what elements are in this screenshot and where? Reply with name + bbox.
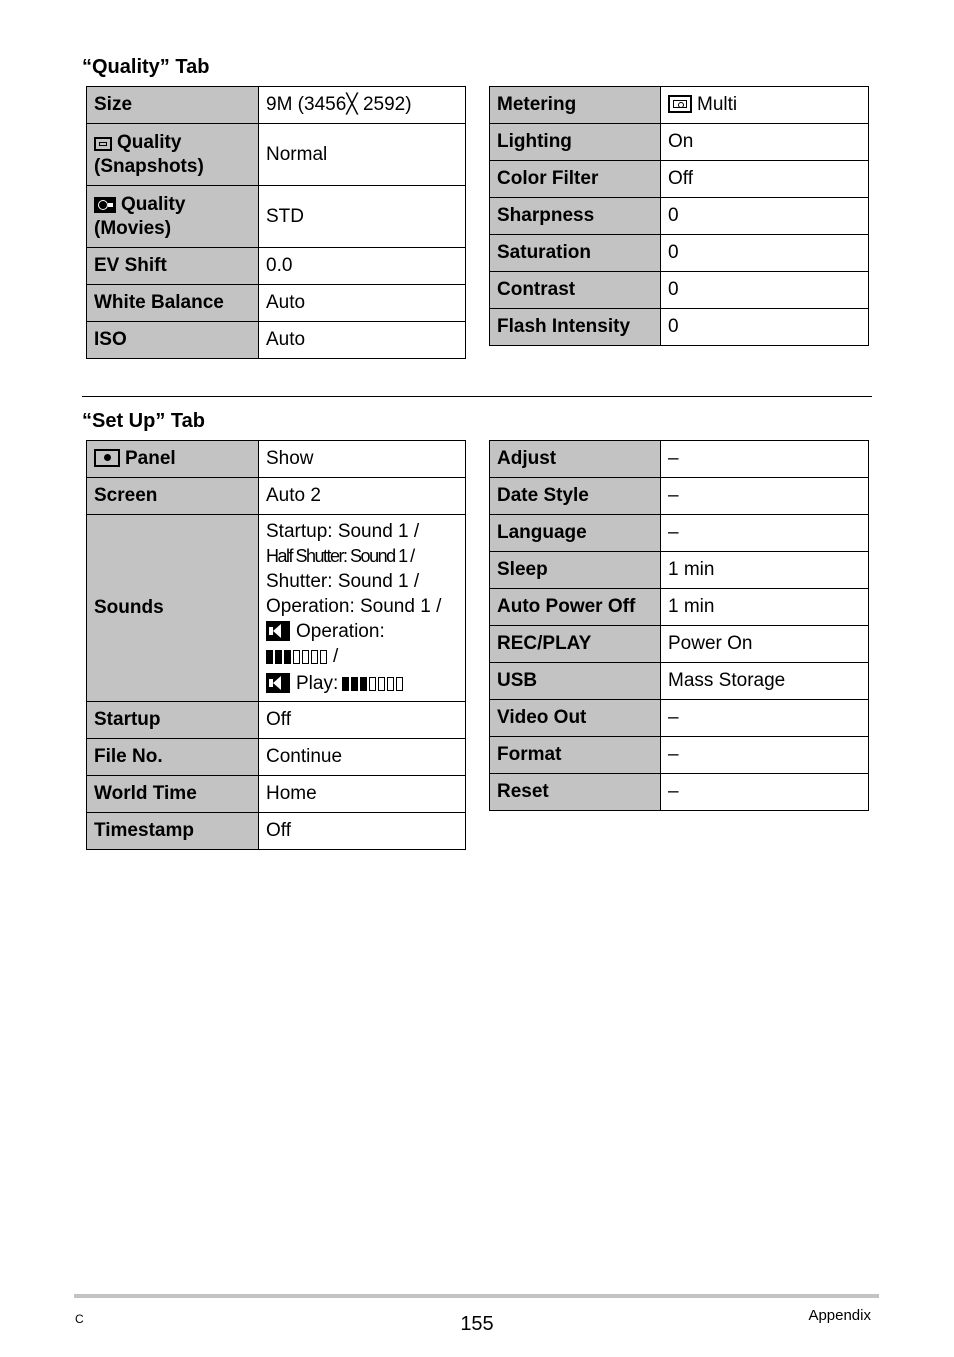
setting-value: 9M (3456╳ 2592) [259,87,466,124]
section-label: Appendix [808,1307,871,1324]
snapshot-icon [94,137,112,151]
setting-value: 0 [661,235,869,272]
setting-label: ISO [87,322,259,359]
table-row [87,515,466,702]
setting-value-text: Multi [697,94,738,115]
operation-volume-level [266,646,329,671]
table-row [87,441,466,478]
setting-value: – [661,441,869,478]
setting-label: Size [87,87,259,124]
setting-label: Reset [490,774,661,811]
setting-value [661,87,869,124]
sound-line-text: / [333,645,339,667]
setting-label: Auto Power Off [490,589,661,626]
sound-line [266,644,458,671]
setting-value: 1 min [661,552,869,589]
setting-label: Sounds [87,515,259,702]
setting-value: Auto [259,322,466,359]
sounds-value [259,515,466,702]
volume-bar [311,650,318,664]
setting-value: 0 [661,272,869,309]
setting-label-text: Panel [125,448,176,469]
panel-icon [94,449,120,467]
quality-left-table [86,86,466,359]
setting-value: – [661,478,869,515]
setting-value: Auto [259,285,466,322]
setting-value: Off [259,813,466,850]
table-row [87,739,466,776]
setting-label [87,186,259,248]
footer-rule [74,1294,879,1298]
sound-line-text: Operation: [296,620,385,642]
setting-label [87,441,259,478]
setting-label: Metering [490,87,661,124]
volume-bar [342,677,349,691]
table-row [490,198,869,235]
page-number: 155 [460,1313,494,1335]
table-row [490,626,869,663]
setting-value: – [661,774,869,811]
setting-label: Sharpness [490,198,661,235]
setting-value: Off [259,702,466,739]
setup-tab-heading: “Set Up” Tab [82,410,205,432]
setting-label: Timestamp [87,813,259,850]
setting-value: 0 [661,198,869,235]
setting-label: EV Shift [87,248,259,285]
table-row [490,272,869,309]
table-row [490,737,869,774]
setting-label: USB [490,663,661,700]
speaker-icon [266,621,290,641]
sound-line [266,619,458,644]
setting-label: Sleep [490,552,661,589]
setting-value: – [661,515,869,552]
setting-label-sub: (Snapshots) [94,155,204,177]
setup-left-table [86,440,466,850]
setting-label: Adjust [490,441,661,478]
table-row [87,702,466,739]
setting-value: 0.0 [259,248,466,285]
quality-tab-heading: “Quality” Tab [82,56,210,78]
setting-value: Off [661,161,869,198]
setting-label: World Time [87,776,259,813]
volume-bar [275,650,282,664]
setting-label [87,124,259,186]
footer-left-mark: C [75,1312,84,1326]
setting-label: REC/PLAY [490,626,661,663]
setting-value: Home [259,776,466,813]
setting-value: Auto 2 [259,478,466,515]
setting-value: 1 min [661,589,869,626]
play-volume-level [342,673,405,698]
setting-value: – [661,737,869,774]
table-row [490,774,869,811]
table-row [490,663,869,700]
setting-label-text: Quality [117,131,182,153]
multi-metering-icon [668,95,692,113]
setting-label: Startup [87,702,259,739]
setting-value: Show [259,441,466,478]
setting-label: File No. [87,739,259,776]
table-row [490,552,869,589]
table-row [490,478,869,515]
quality-right-table [489,86,869,346]
setting-label: Format [490,737,661,774]
movie-icon [94,197,116,213]
volume-bar [387,677,394,691]
sound-line: Startup: Sound 1 / [266,520,420,542]
table-row [87,248,466,285]
section-divider [82,396,872,397]
volume-bar [293,650,300,664]
sound-line: Shutter: Sound 1 / [266,570,420,592]
table-row [490,309,869,346]
setting-value: Continue [259,739,466,776]
setting-value: Power On [661,626,869,663]
table-row [490,700,869,737]
setting-label: Flash Intensity [490,309,661,346]
sound-line: Half Shutter: Sound 1 / [266,545,414,566]
setting-value: Mass Storage [661,663,869,700]
table-row [490,441,869,478]
setting-label: Video Out [490,700,661,737]
setting-value: STD [259,186,466,248]
volume-bar [284,650,291,664]
table-row [87,478,466,515]
table-row [490,515,869,552]
volume-bar [266,650,273,664]
setting-label: Date Style [490,478,661,515]
table-row [87,186,466,248]
setting-label: Screen [87,478,259,515]
speaker-icon [266,673,290,693]
setting-value: – [661,700,869,737]
setting-label-text: Quality [121,193,186,215]
setting-label: Color Filter [490,161,661,198]
table-row [490,589,869,626]
table-row [490,124,869,161]
table-row [87,322,466,359]
volume-bar [396,677,403,691]
volume-bar [302,650,309,664]
sound-line [266,671,458,698]
table-row [490,87,869,124]
sound-line: Operation: Sound 1 / [266,595,442,617]
table-row [490,235,869,272]
volume-bar [360,677,367,691]
setting-value: 0 [661,309,869,346]
volume-bar [351,677,358,691]
table-row [87,87,466,124]
setting-value: On [661,124,869,161]
setting-label: Contrast [490,272,661,309]
volume-bar [320,650,327,664]
setting-label: Lighting [490,124,661,161]
setting-label: White Balance [87,285,259,322]
table-row [87,776,466,813]
table-row [87,285,466,322]
setup-right-table [489,440,869,811]
volume-bar [369,677,376,691]
setting-label: Saturation [490,235,661,272]
setting-label-sub: (Movies) [94,217,172,239]
table-row [87,813,466,850]
sound-line-text: Play: [296,672,339,694]
setting-label: Language [490,515,661,552]
setting-value: Normal [259,124,466,186]
volume-bar [378,677,385,691]
table-row [490,161,869,198]
table-row [87,124,466,186]
